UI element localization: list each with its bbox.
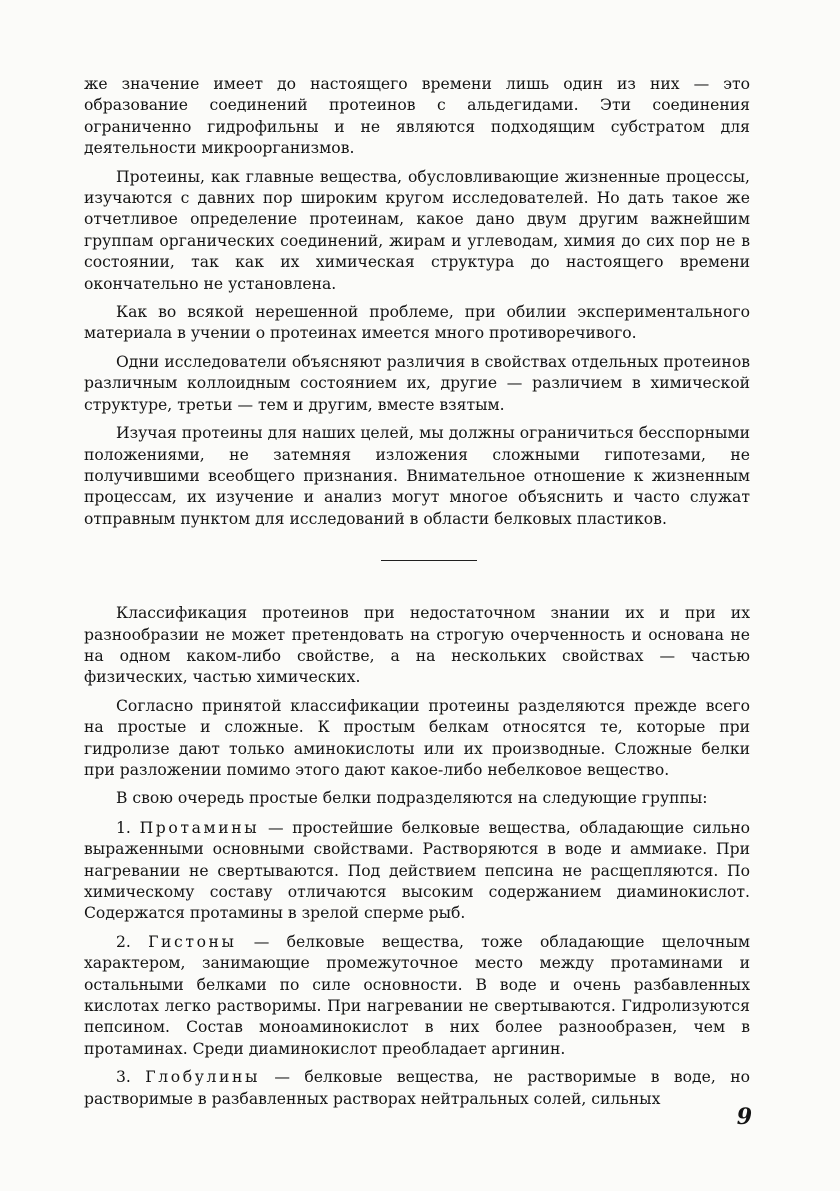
paragraph-our-goals: Изучая протеины для наших целей, мы должны ограничиться бесспорными положениями, не затемняя изложения сложными гипотезами, не получившими всеобщего признания. Внимательное отношение к жизненным процессам, их изучение и анализ могут многое объяснить и часто служат отправным пунктом для исследований в области белковых пластиков. — [84, 424, 750, 528]
item-term: Протамины — [139, 818, 260, 837]
paragraph-classification: Классификация протеинов при недостаточном знании их и при их разнообразии не может претендовать на строгую очерченность и основана не на одном каком-либо свойстве, а на нескольких свойствах — частью физических, частью химических. — [84, 604, 750, 687]
item-number: 1. — [116, 818, 131, 837]
item-number: 2. — [116, 932, 131, 951]
item-term: Глобулины — [145, 1068, 260, 1087]
paragraph-unsolved-problem: Как во всякой нерешенной проблеме, при обилии экспериментального материала в учении о протеинах имеется много противоречивого. — [84, 303, 750, 343]
paragraph-researchers: Одни исследователи объясняют различия в свойствах отдельных протеинов различным коллоидным состоянием их, другие — различием в химической структуре, третьи — тем и другим, вместе взятым. — [84, 352, 750, 414]
page-number: 9 — [736, 1104, 752, 1130]
item-text: — белковые вещества, не растворимые в воде, но растворимые в разбавленных растворах нейтральных солей, сильных — [84, 1068, 750, 1108]
paragraph-aldehydes: же значение имеет до настоящего времени лишь один из них — это образование соединений протеинов с альдегидами. Эти соединения ограниченно гидрофильны и не являются подходящим субстратом для деятельности микроорганизмов. — [84, 75, 750, 158]
item-text: — простейшие белковые вещества, обладающие сильно выраженными основными свойствами. Растворяются в воде и аммиаке. При нагревании не свертываются. Под действием пепсина не расщепляются. По химическому составу отличаются высоким содержанием диаминокислот. Содержатся протамины в зрелой сперме рыб. — [84, 818, 750, 923]
list-item-protamines — [84, 818, 750, 925]
paragraph-proteins-intro: Протеины, как главные вещества, обусловливающие жизненные процессы, изучаются с давних пор широким кругом исследователей. Но дать такое же отчетливое определение протеинам, какое дано двум другим важнейшим группам органических соединений, жирам и углеводам, химия до сих пор не в состоянии, так как их химическая структура до настоящего времени окончательно не установлена. — [84, 167, 750, 293]
section-divider — [381, 560, 477, 561]
page-body — [84, 74, 750, 1110]
item-text: — белковые вещества, тоже обладающие щелочным характером, занимающие промежуточное место между протаминами и остальными белками по силе основности. В воде и очень разбавленных кислотах легко растворимы. При нагревании не свертываются. Гидролизуются пепсином. Состав моноаминокислот в них более разнообразен, чем в протаминах. Среди диаминокислот преобладает аргинин. — [84, 932, 750, 1058]
paragraph-groups-intro: В свою очередь простые белки подразделяются на следующие группы: — [116, 789, 708, 808]
classification-section — [84, 603, 750, 1110]
list-item-histones — [84, 932, 750, 1060]
item-term: Гистоны — [148, 932, 237, 951]
item-number: 3. — [116, 1068, 131, 1087]
list-item-globulins — [84, 1067, 750, 1110]
paragraph-simple-complex: Согласно принятой классификации протеины разделяются прежде всего на простые и сложные. К простым белкам относятся те, которые при гидролизе дают только аминокислоты или их производные. Сложные белки при разложении помимо этого дают какое-либо небелковое вещество. — [84, 696, 750, 779]
